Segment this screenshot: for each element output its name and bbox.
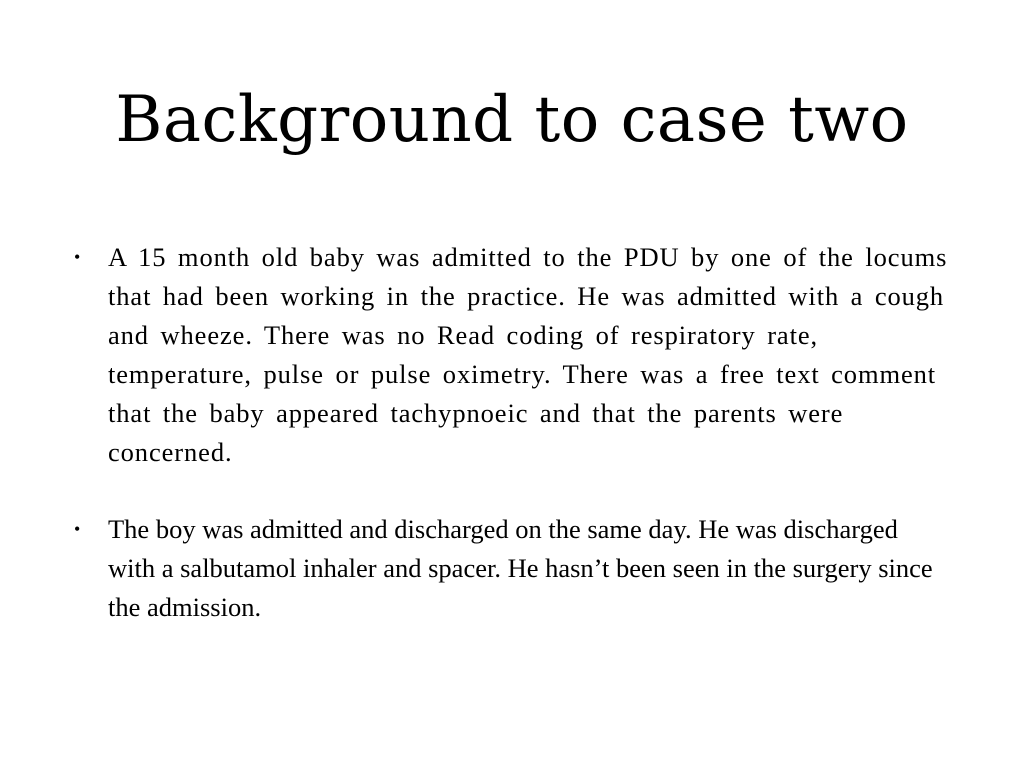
bullet-dot-icon: • xyxy=(74,519,81,539)
bullet-text: The boy was admitted and discharged on the same day. He was discharged with a salbutamol inhaler and spacer. He hasn’t been seen in the surgery since the admission. xyxy=(108,514,933,622)
slide-title: Background to case two xyxy=(115,83,909,157)
bullet-list xyxy=(70,238,950,627)
bullet-text: A 15 month old baby was admitted to the PDU by one of the locums that had been working in the practice. He was admitted with a cough and wheeze. There was no Read coding of respiratory rate, temperature, pulse or pulse oximetry. There was a free text comment that the baby appeared tachypnoeic and that the parents were concerned. xyxy=(108,242,948,467)
bullet-item xyxy=(70,238,950,472)
bullet-dot-icon: • xyxy=(74,247,82,267)
bullet-item xyxy=(70,510,950,627)
